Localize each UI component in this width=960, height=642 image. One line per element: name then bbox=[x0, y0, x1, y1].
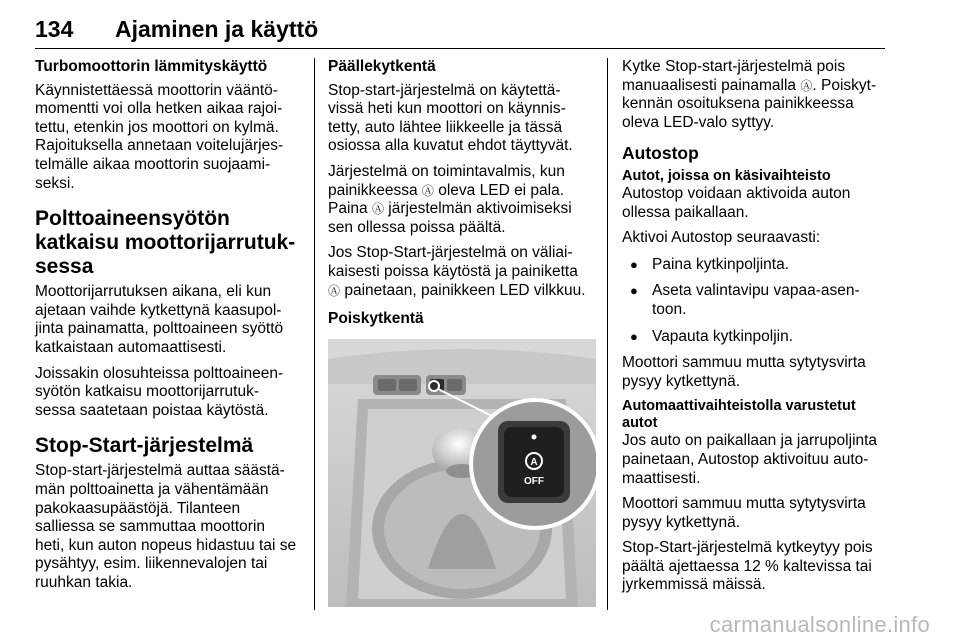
paragraph-manual-off bbox=[622, 58, 892, 132]
text-line: katkaistaan automaattisesti. bbox=[35, 338, 227, 356]
text-line: momentti voi olla hetken aikaa rajoi- bbox=[35, 100, 283, 118]
text-line: Stop-start-järjestelmä auttaa säästä- bbox=[35, 462, 285, 480]
text-line: tettu, etenkin jos moottori on kylmä. bbox=[35, 118, 279, 136]
paragraph-activation-1 bbox=[328, 82, 596, 156]
heading-deactivation: Poiskytkentä bbox=[328, 310, 424, 328]
heading-activation: Päällekytkentä bbox=[328, 58, 436, 75]
paragraph-activation-3 bbox=[328, 244, 596, 300]
watermark: carmanualsonline.info bbox=[709, 612, 930, 637]
paragraph-auto-1 bbox=[622, 432, 892, 488]
heading-autostop: Autostop bbox=[622, 143, 699, 164]
text-line: päältä ajettaessa 12 % kaltevissa tai bbox=[622, 557, 872, 575]
paragraph-cutoff-2 bbox=[35, 365, 305, 421]
list-item: ● Paina kytkinpoljinta. bbox=[622, 256, 892, 275]
text-line: telmälle aikaa moottorin suojaami- bbox=[35, 155, 271, 173]
page-number: 134 bbox=[35, 16, 74, 42]
text-line: heti, kun auton nopeus hidastuu tai se bbox=[35, 536, 297, 554]
paragraph-auto-3 bbox=[622, 539, 892, 595]
text-line: painetaan, Autostop aktivoituu auto- bbox=[622, 450, 869, 468]
text-line: Stop-start-järjestelmä on käytettä- bbox=[328, 81, 561, 99]
text-line: manuaalisesti painamalla Ⓐ. Poiskyt- bbox=[622, 76, 877, 94]
text-line: syötön katkaisu moottorijarrutuk- bbox=[35, 383, 259, 401]
list-item: ● Aseta valintavipu vapaa-asen- toon. bbox=[622, 282, 892, 319]
text-line: pakokaasupäästöjä. Tilanteen bbox=[35, 499, 241, 517]
paragraph-activation-2 bbox=[328, 163, 596, 237]
heading-fuel-cutoff bbox=[35, 207, 305, 279]
text-line: Stop-Start-järjestelmä kytkeytyy pois bbox=[622, 539, 873, 557]
text-line: pysähtyy, esim. liikennevalojen tai bbox=[35, 555, 268, 573]
stop-start-button-icon: Ⓐ bbox=[421, 183, 434, 198]
column-2 bbox=[328, 58, 596, 607]
heading-line: autot bbox=[622, 415, 658, 432]
text-line: Järjestelmä on toimintavalmis, kun bbox=[328, 162, 565, 180]
list-item: ● Vapauta kytkinpoljin. bbox=[622, 328, 892, 347]
text-line: Käynnistettäessä moottorin vääntö- bbox=[35, 81, 278, 99]
text-line: salliessa se sammuttaa moottorin bbox=[35, 518, 266, 536]
chapter-title: Ajaminen ja käyttö bbox=[115, 16, 319, 42]
text-line: oleva LED-valo syttyy. bbox=[622, 113, 775, 131]
text-line: sen ollessa poissa päältä. bbox=[328, 218, 506, 236]
paragraph-manual-3 bbox=[622, 354, 892, 391]
text-line: Aktivoi Autostop seuraavasti: bbox=[622, 229, 821, 247]
text-line: Kytke Stop-start-järjestelmä pois bbox=[622, 58, 846, 75]
autostop-steps-list bbox=[622, 256, 892, 346]
paragraph-cutoff-1 bbox=[35, 283, 305, 357]
text-line: Moottorijarrutuksen aikana, eli kun bbox=[35, 283, 272, 301]
console-illustration bbox=[328, 339, 596, 607]
text-line: Rajoituksella annetaan voitelujärjes- bbox=[35, 137, 284, 155]
text-line: Moottori sammuu mutta sytytysvirta bbox=[622, 354, 866, 372]
paragraph-manual-2 bbox=[622, 229, 892, 248]
stop-start-button-icon: Ⓐ bbox=[371, 202, 384, 217]
center-console-image bbox=[328, 339, 596, 607]
text-line: kennän osoituksena painikkeessa bbox=[622, 95, 854, 113]
page-header bbox=[35, 14, 885, 49]
subheading-manual-transmission: Autot, joissa on käsivaihteisto bbox=[622, 167, 831, 184]
text-line: osiossa alla kuvatut ehdot täyttyvät. bbox=[328, 137, 573, 155]
text-line: män polttoainetta ja vähentämään bbox=[35, 480, 269, 498]
stop-start-button-icon: Ⓐ bbox=[328, 283, 341, 298]
column-3 bbox=[622, 58, 892, 602]
text-line: seksi. bbox=[35, 174, 75, 192]
text-line: ajetaan vaihde kytkettynä kaasupol- bbox=[35, 301, 282, 319]
heading-line: katkaisu moottorijarrutuk- bbox=[35, 231, 296, 255]
text-line: Paina Ⓐ järjestelmän aktivoimiseksi bbox=[328, 200, 572, 218]
text-line: Moottori sammuu mutta sytytysvirta bbox=[622, 495, 866, 513]
text-line: vissä heti kun moottori on käynnis- bbox=[328, 100, 566, 118]
stop-start-button-icon: Ⓐ bbox=[800, 78, 813, 93]
off-button-label: OFF bbox=[524, 475, 544, 487]
text-line: Joissakin olosuhteissa polttoaineen- bbox=[35, 364, 284, 382]
column-divider bbox=[314, 58, 315, 610]
text-line: painikkeessa Ⓐ oleva LED ei pala. bbox=[328, 181, 565, 199]
text-line: pysyy kytkettynä. bbox=[622, 513, 741, 531]
paragraph-manual-1 bbox=[622, 185, 892, 222]
subheading-automatic-transmission bbox=[622, 398, 892, 432]
svg-text:A: A bbox=[530, 456, 538, 468]
text-line: kaisesti poissa käytöstä ja painiketta bbox=[328, 262, 578, 280]
text-line: pysyy kytkettynä. bbox=[622, 372, 741, 390]
heading-line: sessa bbox=[35, 255, 94, 279]
heading-line: Automaattivaihteistolla varustetut bbox=[622, 398, 856, 415]
paragraph-warmup bbox=[35, 82, 305, 194]
column-1 bbox=[35, 58, 305, 599]
text-line: jyrkemmissä mäissä. bbox=[622, 576, 766, 594]
text-line: Jos auto on paikallaan ja jarrupoljinta bbox=[622, 432, 878, 450]
heading-turbo-warmup: Turbomoottorin lämmityskäyttö bbox=[35, 58, 268, 75]
column-divider bbox=[607, 58, 608, 610]
text-line: ollessa paikallaan. bbox=[622, 203, 749, 221]
paragraph-stop-start bbox=[35, 462, 305, 592]
text-line: Ⓐ painetaan, painikkeen LED vilkkuu. bbox=[328, 281, 586, 299]
text-line: jinta painamatta, polttoaineen syöttö bbox=[35, 320, 284, 338]
text-line: maattisesti. bbox=[622, 469, 701, 487]
paragraph-auto-2 bbox=[622, 495, 892, 532]
heading-line: Polttoaineensyötön bbox=[35, 207, 230, 231]
text-line: ruuhkan takia. bbox=[35, 573, 133, 591]
text-line: sessa saatetaan poistaa käytöstä. bbox=[35, 401, 269, 419]
text-line: Jos Stop-Start-järjestelmä on väliai- bbox=[328, 244, 573, 262]
heading-stop-start: Stop-Start-järjestelmä bbox=[35, 434, 254, 458]
text-line: Autostop voidaan aktivoida auton bbox=[622, 184, 851, 202]
text-line: tetty, auto lähtee liikkeelle ja tässä bbox=[328, 118, 563, 136]
